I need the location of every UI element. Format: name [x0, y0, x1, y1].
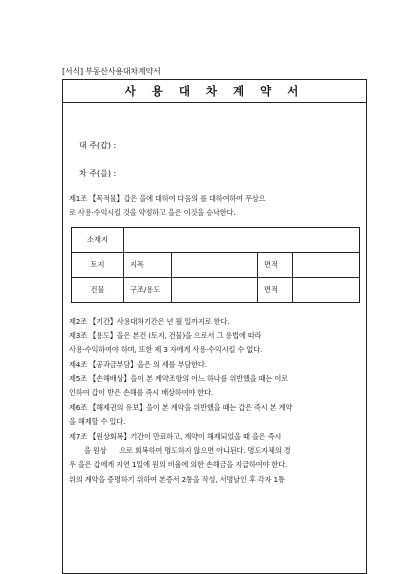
article-6 [69, 401, 363, 429]
property-table [71, 227, 360, 303]
land-area-label: 면적 [258, 253, 293, 278]
article-4: 제4조 【공과금부담】을은 의 세를 부담한다. [69, 360, 207, 369]
location-label: 소재지 [72, 228, 124, 253]
location-value [124, 228, 360, 253]
land-category-value [172, 253, 258, 278]
article-7-line-2: 을 원상 으로 회복하여 명도하지 않으면 아니된다. 명도지체의 경 [69, 446, 291, 455]
table-row [72, 278, 360, 303]
land-area-value [293, 253, 360, 278]
article-3 [69, 329, 363, 357]
table-row [72, 253, 360, 278]
table-row [72, 228, 360, 253]
article-3-line-2: 사용·수익하여야 하며, 또한 제 3 자에게 사용·수익시킬 수 없다. [69, 345, 263, 354]
article-5-line-1: 제5조 【손해배상】을이 본 계약조항의 어느 하나를 위반했을 때는 이로 [69, 374, 288, 383]
article-6-line-1: 제6조 【해제권의 유보】을이 본 계약을 위반했을 때는 갑은 즉시 본 계약 [69, 403, 293, 412]
borrower-line: 차 주(을) : [79, 169, 117, 178]
land-category-label: 지목 [124, 253, 172, 278]
article-7-line-1: 제7조 【원상회복】기간이 만료하고, 계약이 해제되었을 때 을은 즉시 [69, 432, 282, 441]
article-6-line-2: 을 해제할 수 있다. [69, 417, 126, 426]
building-structure-value [172, 278, 258, 303]
article-7-line-3: 우 을은 갑에게 지연 1일에 원의 비율에 의한 손해금을 지급하여야 한다. [69, 460, 288, 469]
article-2: 제2조 【기간】사용대차기간은 년 월 일까지로 한다. [69, 317, 230, 326]
building-label: 건물 [72, 278, 124, 303]
building-area-label: 면적 [258, 278, 293, 303]
article-1-line-2: 로 사용·수익시킬 것을 약정하고 을은 이것을 승낙한다. [69, 208, 236, 217]
contract-title: 사 용 대 차 계 약 서 [124, 84, 305, 98]
article-1 [69, 192, 363, 220]
article-7 [69, 430, 363, 472]
building-structure-label: 구조/용도 [124, 278, 172, 303]
contract-frame [62, 79, 367, 574]
article-1-line-1: 제1조 【목적물】갑은 을에 대하여 다음의 를 대하여하여 무상으 [69, 194, 266, 203]
land-label: 토지 [72, 253, 124, 278]
article-5-line-2: 인하여 갑이 받은 손해를 즉시 배상하여야 한다. [69, 388, 214, 397]
article-5 [69, 372, 363, 400]
building-area-value [293, 278, 360, 303]
article-3-line-1: 제3조 【용도】을은 본건 (토지, 건물)을 으로서 그 용법에 따라 [69, 331, 262, 340]
form-caption: [서식] 부동산사용대차계약서 [62, 67, 161, 76]
lender-line: 대 주(갑) : [79, 141, 117, 150]
title-divider [63, 102, 366, 103]
closing-statement: 위의 계약을 증명하기 위하여 본증서 2통을 작성, 서명날인 후 각자 1통 [69, 475, 285, 484]
